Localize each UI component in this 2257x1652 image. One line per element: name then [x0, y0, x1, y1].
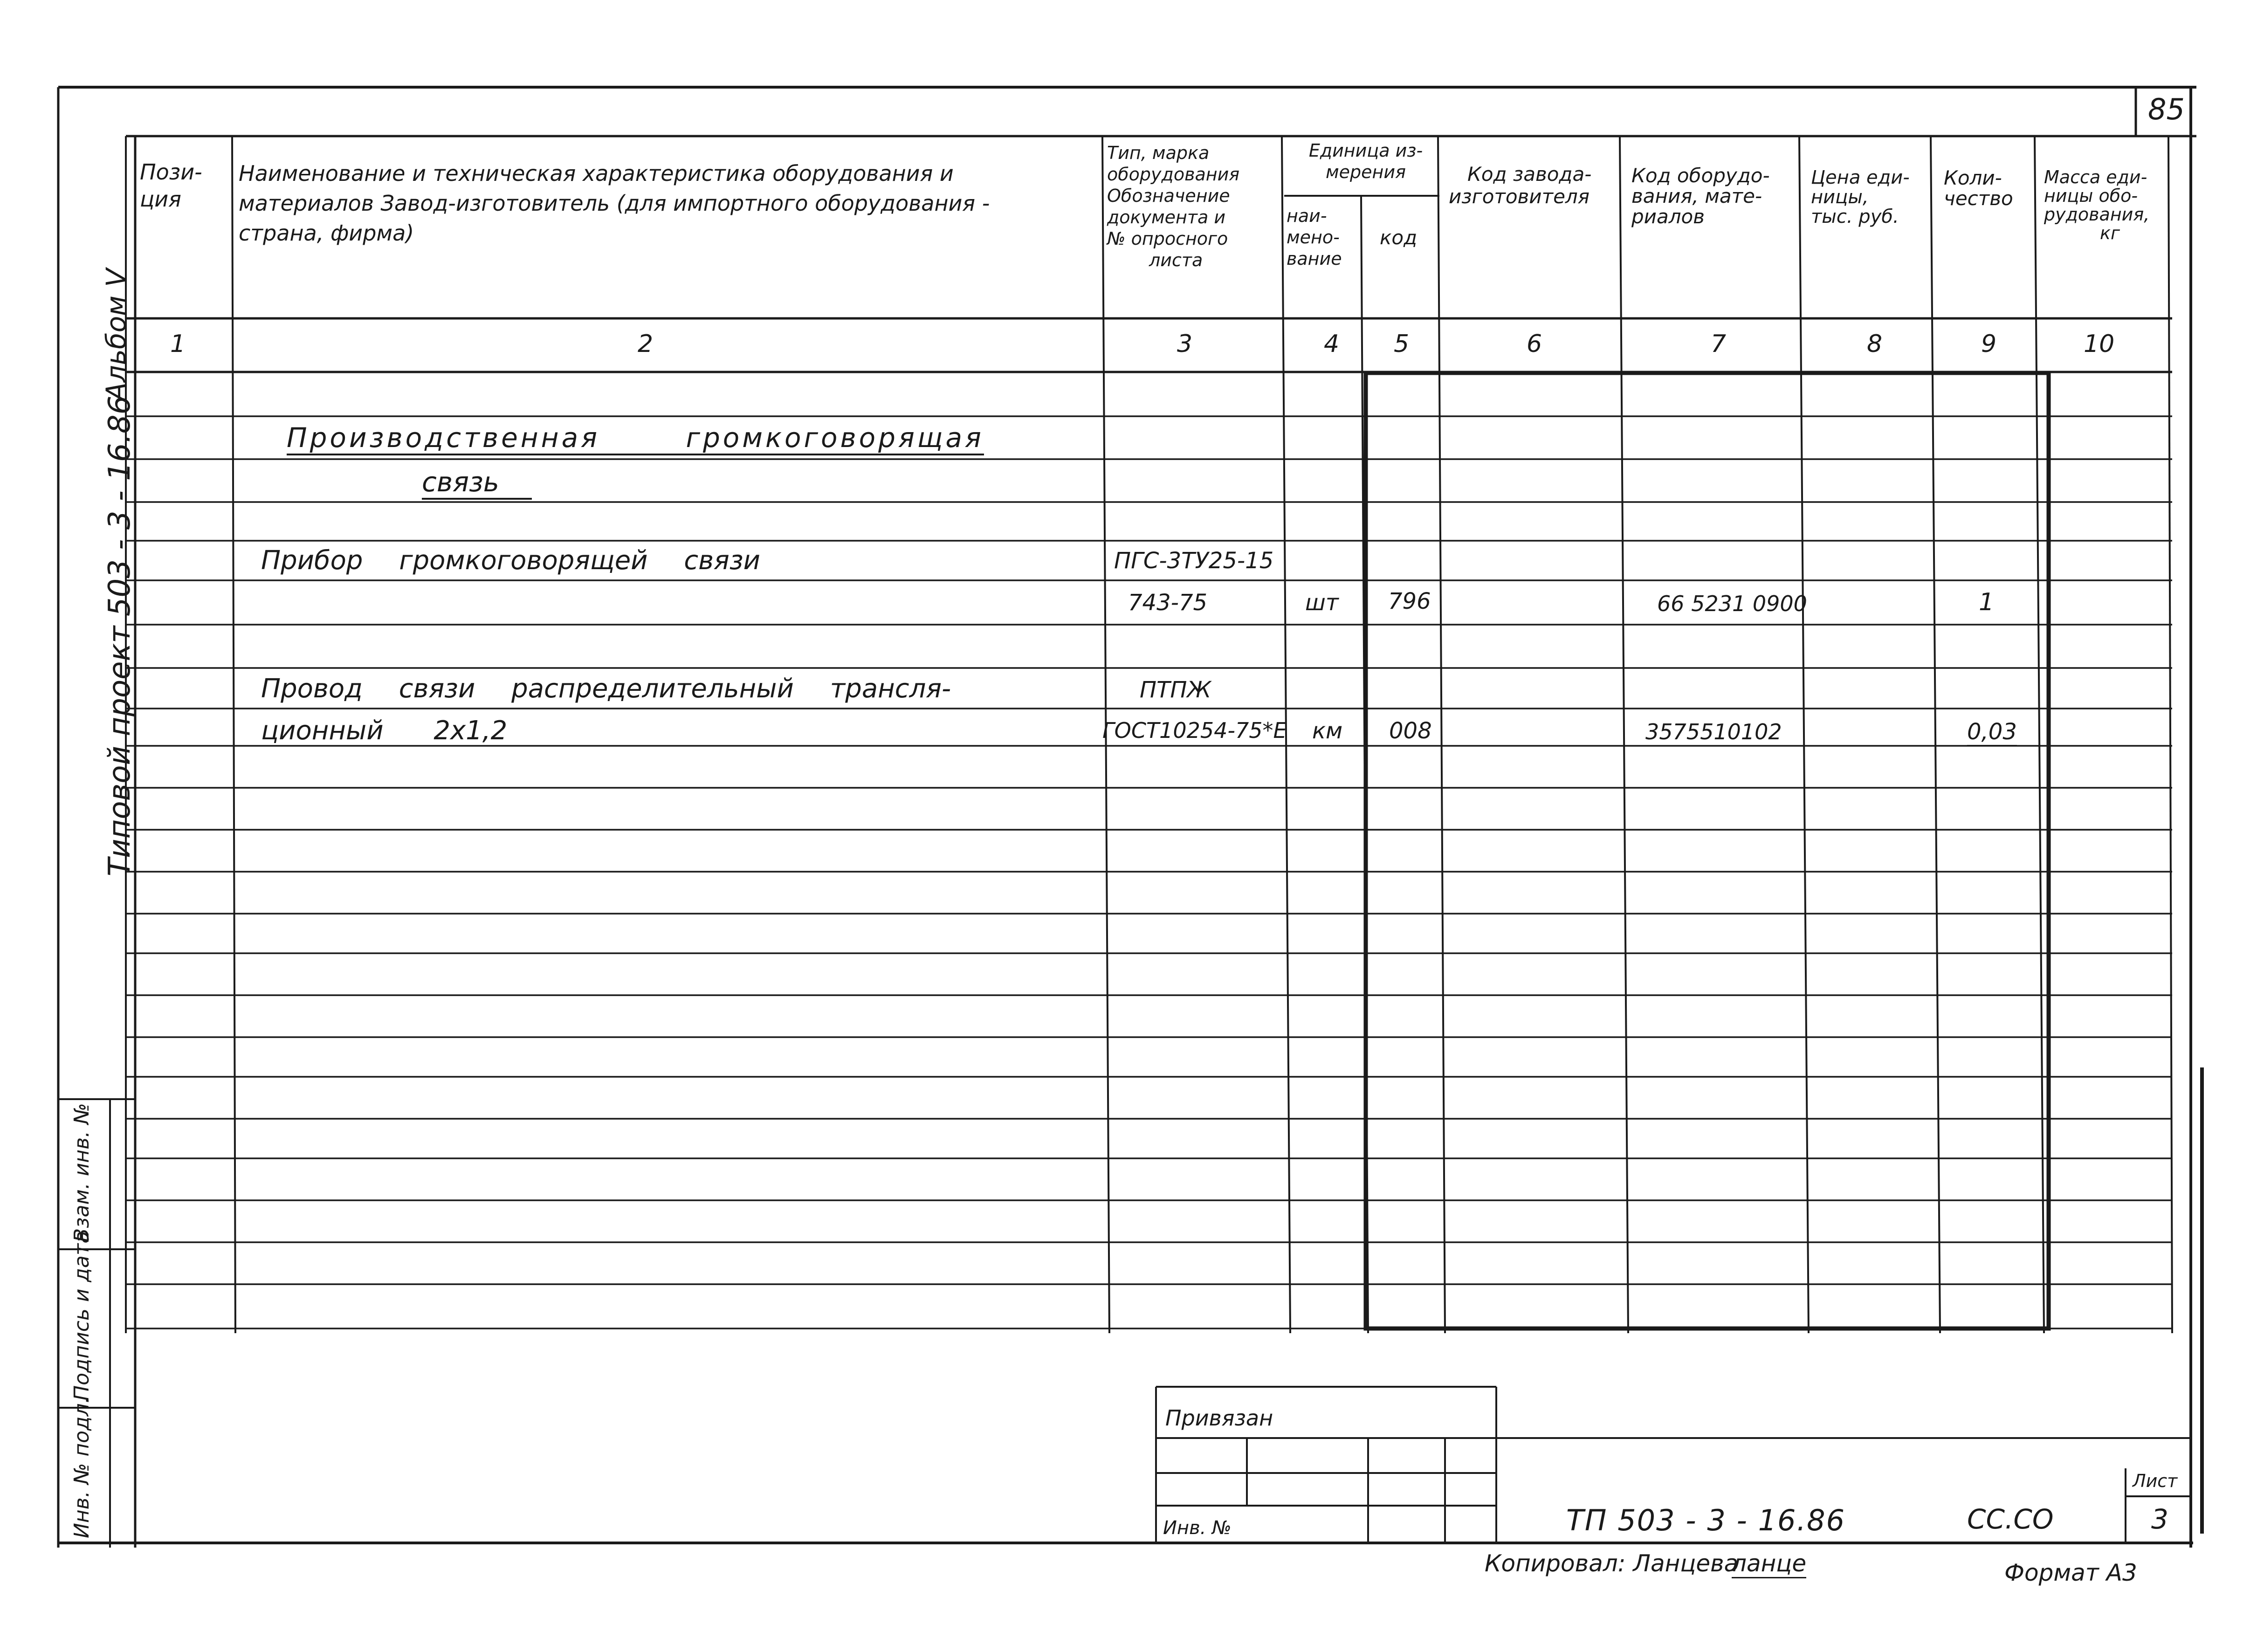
- header-factory-code-line: изготовителя: [1449, 185, 1590, 208]
- item-name: Прибор громкоговорящей связи: [261, 545, 760, 576]
- bound-label: Привязан: [1165, 1405, 1273, 1431]
- item-unit-name: км: [1312, 718, 1343, 744]
- header-unit-line: мерения: [1326, 162, 1406, 182]
- column-number: 6: [1527, 330, 1542, 358]
- header-unit-name-line: мено-: [1287, 227, 1340, 248]
- header-factory-code-line: Код завода-: [1467, 163, 1592, 186]
- header-position: [140, 158, 202, 213]
- item-quantity: 1: [1979, 588, 1995, 616]
- header-unit: [1291, 140, 1440, 183]
- project-label: Типовой проект 503 - 3 - 16.86: [103, 395, 137, 876]
- column-number: 9: [1981, 330, 1997, 358]
- header-description-line: Наименование и техническая характеристика оборудования и: [239, 161, 954, 186]
- stamp-label-inv: Инв. № подл.: [70, 1397, 94, 1538]
- header-unit-name: [1287, 205, 1342, 269]
- document-code: ТП 503 - 3 - 16.86: [1566, 1503, 1846, 1537]
- header-mass-line: Масса еди-: [2044, 167, 2147, 187]
- sheet-label: Лист: [2133, 1471, 2178, 1491]
- header-description-line: материалов Завод-изготовитель (для импортного оборудования -: [239, 191, 990, 216]
- document-mark: СС.СО: [1967, 1503, 2054, 1535]
- item-name-continued: ционный 2х1,2: [261, 716, 508, 746]
- header-unit-name-line: наи-: [1287, 206, 1327, 226]
- album-label: Альбом V: [100, 268, 132, 401]
- header-position-line: Пози-: [140, 159, 202, 185]
- item-name: Провод связи распределительный трансля-: [261, 674, 951, 704]
- copied-signature: ланце: [1732, 1550, 1806, 1578]
- column-number: 7: [1711, 330, 1727, 358]
- column-number: 4: [1324, 330, 1340, 358]
- header-quantity: [1944, 168, 2013, 209]
- header-type-line: листа: [1149, 250, 1203, 270]
- header-equipment-code-line: риалов: [1631, 205, 1705, 228]
- header-description: [239, 158, 990, 248]
- header-type: [1107, 142, 1239, 271]
- header-mass-line: кг: [2100, 223, 2120, 243]
- header-position-line: ция: [140, 186, 181, 212]
- header-type-line: Тип, марка: [1107, 143, 1210, 163]
- header-unit-line: Единица из-: [1308, 140, 1423, 161]
- header-equipment-code-line: вания, мате-: [1631, 185, 1762, 207]
- header-price-line: тыс. руб.: [1811, 206, 1899, 227]
- item-unit-name: шт: [1305, 590, 1339, 616]
- header-price: [1811, 168, 1910, 227]
- header-description-line: страна, фирма): [239, 220, 414, 246]
- header-price-line: ницы,: [1811, 186, 1869, 208]
- header-mass-line: рудования,: [2044, 204, 2150, 225]
- column-number: 1: [170, 330, 186, 358]
- sheet-number: 85: [2148, 92, 2185, 126]
- stamp-label-replace: Взам. инв. №: [70, 1103, 94, 1242]
- item-unit-code: 796: [1388, 588, 1431, 614]
- column-number: 5: [1394, 330, 1410, 358]
- sheet-no: 3: [2151, 1503, 2168, 1535]
- item-quantity: 0,03: [1967, 719, 2017, 746]
- header-type-line: Обозначение: [1107, 186, 1230, 206]
- header-type-line: документа и: [1107, 207, 1226, 227]
- column-number: 8: [1867, 330, 1883, 358]
- header-unit-code: [1380, 226, 1417, 249]
- header-quantity-line: чество: [1944, 187, 2013, 210]
- header-quantity-line: Коли-: [1944, 166, 2002, 189]
- copied-by: Копировал: Ланцева: [1485, 1550, 1739, 1577]
- section-title: Производственная громкоговорящая: [287, 422, 984, 455]
- header-unit-code-line: код: [1380, 226, 1418, 249]
- header-equipment-code-line: Код оборудо-: [1631, 164, 1770, 187]
- format-label: Формат А3: [2004, 1559, 2137, 1586]
- item-unit-code: 008: [1389, 718, 1432, 744]
- header-unit-name-line: вание: [1287, 248, 1342, 269]
- item-equipment-code: 66 5231 0900: [1657, 591, 1807, 616]
- inv-label: Инв. №: [1163, 1517, 1232, 1539]
- header-equipment-code: [1631, 165, 1770, 227]
- item-equipment-code: 3575510102: [1645, 719, 1782, 744]
- item-doc: 743-75: [1128, 590, 1208, 616]
- header-type-line: оборудования: [1107, 164, 1240, 185]
- item-type: ПТПЖ: [1140, 677, 1211, 703]
- stamp-label-signature: Подпись и дата: [70, 1231, 94, 1401]
- column-number: 10: [2084, 330, 2115, 358]
- header-mass-line: ницы обо-: [2044, 186, 2138, 206]
- column-number: 3: [1177, 330, 1193, 358]
- header-type-line: № опросного: [1107, 228, 1228, 249]
- item-doc: ГОСТ10254-75*Е: [1102, 718, 1287, 743]
- section-title-continued: связь: [422, 466, 532, 500]
- header-price-line: Цена еди-: [1811, 167, 1910, 188]
- item-type: ПГС-3ТУ25-15: [1114, 548, 1274, 574]
- column-number: 2: [638, 330, 654, 358]
- header-factory-code: [1449, 163, 1591, 208]
- header-mass: [2044, 168, 2149, 242]
